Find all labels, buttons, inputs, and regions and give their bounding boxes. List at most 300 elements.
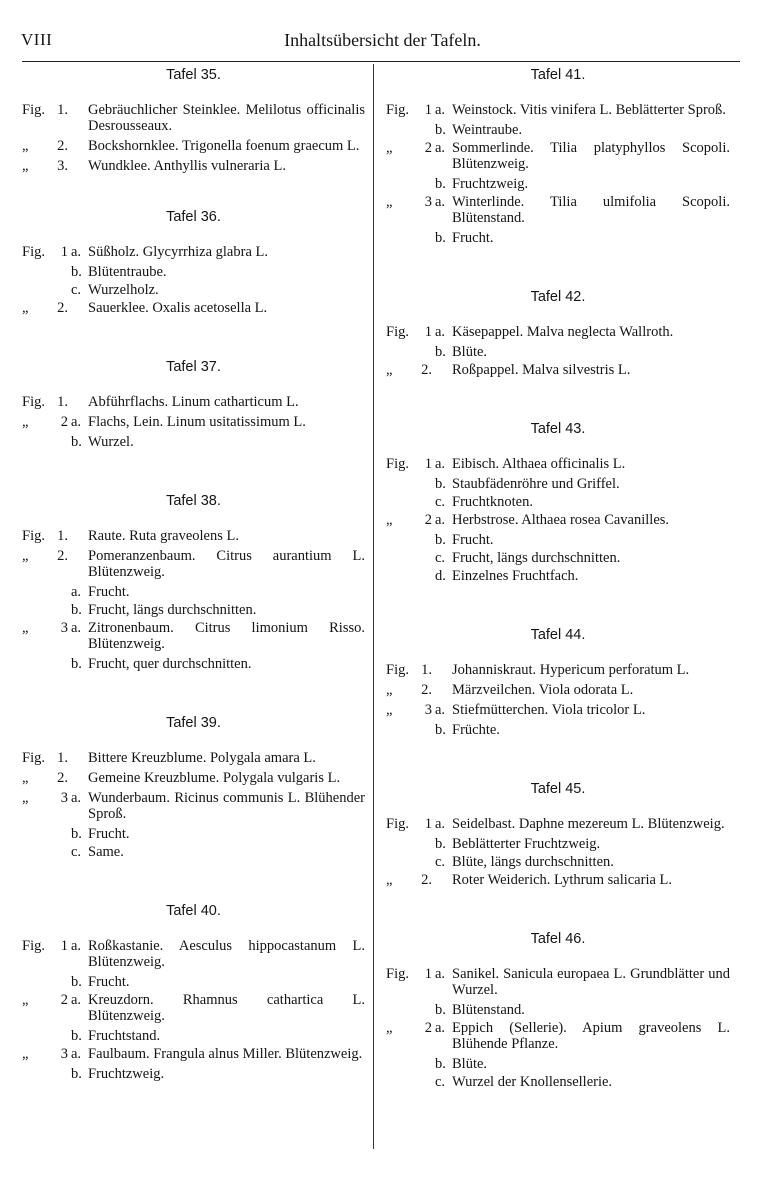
- figure-letter: b.: [435, 1002, 446, 1018]
- figure-letter: a.: [435, 102, 446, 118]
- figure-list: [386, 324, 730, 378]
- figure-entry: [386, 230, 730, 246]
- figure-caption: Wundklee. Anthyllis vulneraria L.: [88, 158, 286, 174]
- figure-caption: Roßpappel. Malva silvestris L.: [452, 362, 631, 378]
- figure-caption: Wunderbaum. Ricinus communis L. Blühender Sproß.: [88, 790, 365, 822]
- figure-entry: [22, 102, 365, 134]
- plate-title: Tafel 43.: [530, 421, 586, 437]
- figure-number: [415, 854, 432, 870]
- figure-prefix: „: [386, 362, 393, 378]
- figure-prefix: Fig.: [386, 456, 409, 472]
- figure-letter: a.: [71, 1046, 82, 1062]
- figure-prefix: Fig.: [386, 966, 409, 982]
- figure-list: [22, 750, 365, 860]
- figure-number: [51, 1028, 68, 1044]
- figure-caption: Frucht.: [88, 826, 130, 842]
- figure-entry: [386, 1002, 730, 1018]
- figure-entry: [22, 1028, 365, 1044]
- figure-caption: Pomeranzenbaum. Citrus aurantium L. Blütenzweig.: [88, 548, 365, 580]
- figure-list: [22, 938, 365, 1082]
- figure-number: [51, 1066, 68, 1082]
- plate-title: Tafel 46.: [530, 931, 586, 947]
- figure-letter: b.: [71, 602, 82, 618]
- page-header: [0, 0, 765, 60]
- figure-prefix: [386, 854, 415, 870]
- figure-number: [415, 230, 432, 246]
- figure-prefix: „: [386, 682, 393, 698]
- figure-number: 2.: [421, 362, 432, 378]
- figure-prefix: „: [22, 414, 29, 430]
- figure-number: [51, 434, 68, 450]
- figure-caption: Wurzel.: [88, 434, 134, 450]
- figure-letter: b.: [435, 230, 446, 246]
- figure-number: [51, 974, 68, 990]
- figure-entry: [22, 656, 365, 672]
- figure-prefix: [386, 1056, 415, 1072]
- figure-caption: Weinstock. Vitis vinifera L. Beblätterter Sproß.: [452, 102, 726, 118]
- figure-letter: [68, 300, 88, 316]
- figure-prefix: [22, 844, 51, 860]
- figure-number: [415, 344, 432, 360]
- figure-prefix: Fig.: [22, 394, 45, 410]
- figure-letter: a.: [435, 324, 446, 340]
- figure-number: [51, 282, 68, 298]
- figure-letter: c.: [71, 844, 82, 860]
- figure-caption: Einzelnes Fruchtfach.: [452, 568, 579, 584]
- figure-caption: Kreuzdorn. Rhamnus cathartica L. Blütenzweig.: [88, 992, 365, 1024]
- figure-number: 2.: [57, 548, 68, 564]
- figure-entry: [386, 362, 730, 378]
- figure-number: 1: [424, 456, 432, 472]
- figure-list: [386, 456, 730, 584]
- figure-caption: Frucht, längs durchschnitten.: [452, 550, 621, 566]
- right-column: [386, 64, 730, 1092]
- figure-letter: b.: [71, 826, 82, 842]
- figure-number: 2: [424, 140, 432, 156]
- figure-letter: [68, 750, 88, 766]
- figure-entry: [386, 854, 730, 870]
- figure-prefix: „: [22, 992, 29, 1008]
- figure-caption: Blüte, längs durchschnitten.: [452, 854, 614, 870]
- figure-prefix: „: [386, 702, 393, 718]
- figure-caption: Herbstrose. Althaea rosea Cavanilles.: [452, 512, 670, 528]
- figure-letter: a.: [435, 816, 446, 832]
- figure-entry: [22, 974, 365, 990]
- figure-letter: a.: [435, 702, 446, 718]
- figure-caption: Staubfädenröhre und Griffel.: [452, 476, 620, 492]
- figure-number: 2.: [57, 300, 68, 316]
- plate-section: [22, 356, 365, 450]
- figure-caption: Süßholz. Glycyrrhiza glabra L.: [88, 244, 268, 260]
- figure-prefix: [22, 826, 51, 842]
- figure-number: [415, 176, 432, 192]
- figure-caption: Fruchtzweig.: [88, 1066, 165, 1082]
- figure-entry: [22, 548, 365, 580]
- figure-number: 1.: [57, 394, 68, 410]
- figure-prefix: „: [386, 140, 393, 156]
- figure-letter: b.: [71, 434, 82, 450]
- figure-number: [415, 836, 432, 852]
- figure-prefix: Fig.: [22, 750, 45, 766]
- figure-number: 1: [60, 938, 68, 954]
- figure-number: 2: [424, 1020, 432, 1036]
- figure-caption: Gemeine Kreuzblume. Polygala vulgaris L.: [88, 770, 341, 786]
- figure-letter: b.: [435, 176, 446, 192]
- figure-prefix: [386, 230, 415, 246]
- figure-prefix: [386, 122, 415, 138]
- figure-prefix: Fig.: [22, 938, 45, 954]
- figure-entry: [386, 324, 730, 340]
- figure-number: [415, 568, 432, 584]
- figure-caption: Faulbaum. Frangula alnus Miller. Blütenzweig.: [88, 1046, 363, 1062]
- figure-letter: b.: [435, 722, 446, 738]
- figure-number: [51, 584, 68, 600]
- figure-prefix: „: [22, 770, 29, 786]
- figure-number: [415, 1056, 432, 1072]
- figure-entry: [386, 1074, 730, 1090]
- figure-caption: Wurzelholz.: [88, 282, 159, 298]
- figure-entry: [22, 434, 365, 450]
- figure-entry: [22, 602, 365, 618]
- figure-caption: Blütentraube.: [88, 264, 167, 280]
- figure-caption: Käsepappel. Malva neglecta Wallroth.: [452, 324, 674, 340]
- figure-entry: [22, 770, 365, 786]
- figure-caption: Raute. Ruta graveolens L.: [88, 528, 239, 544]
- figure-caption: Sanikel. Sanicula europaea L. Grundblätter und Wurzel.: [452, 966, 730, 998]
- figure-number: 3: [60, 1046, 68, 1062]
- figure-number: 1.: [57, 102, 68, 118]
- figure-prefix: [22, 264, 51, 280]
- figure-prefix: [386, 476, 415, 492]
- plate-title: Tafel 35.: [166, 67, 221, 83]
- figure-caption: Seidelbast. Daphne mezereum L. Blütenzweig.: [452, 816, 725, 832]
- figure-letter: b.: [435, 476, 446, 492]
- figure-caption: Blütenstand.: [452, 1002, 525, 1018]
- figure-caption: Gebräuchlicher Steinklee. Melilotus officinalis Desrousseaux.: [88, 102, 365, 134]
- figure-entry: [22, 282, 365, 298]
- figure-entry: [386, 682, 730, 698]
- figure-letter: c.: [71, 282, 82, 298]
- figure-entry: [22, 620, 365, 652]
- figure-prefix: [22, 1028, 51, 1044]
- figure-letter: [68, 102, 88, 134]
- figure-prefix: [386, 568, 415, 584]
- figure-entry: [22, 394, 365, 410]
- figure-letter: b.: [435, 122, 446, 138]
- figure-number: 2.: [57, 138, 68, 154]
- figure-letter: a.: [71, 938, 82, 954]
- figure-prefix: „: [22, 548, 29, 564]
- figure-letter: b.: [71, 656, 82, 672]
- figure-number: [415, 722, 432, 738]
- figure-number: [51, 602, 68, 618]
- figure-caption: Frucht, längs durchschnitten.: [88, 602, 257, 618]
- figure-letter: b.: [435, 344, 446, 360]
- figure-prefix: „: [386, 872, 393, 888]
- figure-letter: [432, 662, 452, 678]
- figure-caption: Blüte.: [452, 344, 488, 360]
- figure-letter: [432, 362, 452, 378]
- figure-caption: Sommerlinde. Tilia platyphyllos Scopoli. Blütenzweig.: [452, 140, 730, 172]
- figure-list: [386, 102, 730, 246]
- figure-list: [386, 816, 730, 888]
- figure-letter: c.: [435, 1074, 446, 1090]
- figure-letter: a.: [435, 512, 446, 528]
- figure-number: 2.: [421, 872, 432, 888]
- figure-list: [22, 394, 365, 450]
- figure-entry: [22, 264, 365, 280]
- figure-entry: [386, 662, 730, 678]
- figure-number: 1: [424, 816, 432, 832]
- figure-number: 2: [424, 512, 432, 528]
- figure-entry: [386, 512, 730, 528]
- figure-caption: Frucht.: [88, 974, 130, 990]
- figure-caption: Beblätterter Fruchtzweig.: [452, 836, 601, 852]
- figure-entry: [22, 158, 365, 174]
- figure-number: [51, 264, 68, 280]
- figure-letter: [68, 158, 88, 174]
- plate-section: [22, 64, 365, 174]
- figure-prefix: „: [22, 138, 29, 154]
- figure-entry: [22, 244, 365, 260]
- figure-entry: [386, 176, 730, 192]
- figure-caption: Frucht, quer durchschnitten.: [88, 656, 252, 672]
- figure-entry: [22, 750, 365, 766]
- figure-caption: Winterlinde. Tilia ulmifolia Scopoli. Blütenstand.: [452, 194, 730, 226]
- figure-entry: [386, 722, 730, 738]
- plate-section: [386, 286, 730, 378]
- figure-caption: Bittere Kreuzblume. Polygala amara L.: [88, 750, 316, 766]
- page-number: VIII: [21, 30, 53, 49]
- figure-entry: [22, 844, 365, 860]
- figure-letter: [68, 394, 88, 410]
- figure-caption: Sauerklee. Oxalis acetosella L.: [88, 300, 268, 316]
- figure-number: [51, 826, 68, 842]
- figure-entry: [22, 300, 365, 316]
- figure-letter: a.: [71, 790, 82, 806]
- figure-prefix: [386, 1074, 415, 1090]
- figure-prefix: [386, 550, 415, 566]
- plate-section: [386, 778, 730, 888]
- figure-prefix: „: [386, 1020, 393, 1036]
- plate-title: Tafel 42.: [530, 289, 586, 305]
- figure-prefix: Fig.: [386, 816, 409, 832]
- figure-caption: Frucht.: [452, 230, 494, 246]
- figure-entry: [22, 1066, 365, 1082]
- figure-caption: Johanniskraut. Hypericum perforatum L.: [452, 662, 690, 678]
- figure-letter: c.: [435, 854, 446, 870]
- plate-title: Tafel 41.: [530, 67, 586, 83]
- figure-number: 2: [60, 414, 68, 430]
- figure-entry: [386, 194, 730, 226]
- figure-letter: a.: [71, 584, 82, 600]
- figure-entry: [22, 528, 365, 544]
- figure-letter: c.: [435, 550, 446, 566]
- figure-prefix: [386, 344, 415, 360]
- figure-entry: [386, 122, 730, 138]
- figure-number: 3.: [57, 158, 68, 174]
- figure-number: 3: [60, 620, 68, 636]
- figure-entry: [22, 1046, 365, 1062]
- figure-letter: b.: [71, 1028, 82, 1044]
- figure-number: 3: [60, 790, 68, 806]
- figure-prefix: „: [22, 300, 29, 316]
- figure-caption: Roter Weiderich. Lythrum salicaria L.: [452, 872, 673, 888]
- figure-caption: Früchte.: [452, 722, 500, 738]
- figure-caption: Bockshornklee. Trigonella foenum graecum L.: [88, 138, 360, 154]
- figure-prefix: [22, 656, 51, 672]
- plate-section: [22, 490, 365, 672]
- figure-letter: b.: [71, 1066, 82, 1082]
- figure-number: 1: [424, 102, 432, 118]
- figure-caption: Roßkastanie. Aesculus hippocastanum L. Blütenzweig.: [88, 938, 365, 970]
- figure-number: [51, 656, 68, 672]
- figure-number: 3: [424, 702, 432, 718]
- figure-prefix: [22, 602, 51, 618]
- figure-caption: Same.: [88, 844, 124, 860]
- figure-number: 1.: [57, 750, 68, 766]
- figure-entry: [386, 140, 730, 172]
- figure-letter: b.: [71, 264, 82, 280]
- figure-letter: b.: [435, 836, 446, 852]
- figure-prefix: „: [386, 512, 393, 528]
- figure-number: 1: [424, 966, 432, 982]
- figure-prefix: „: [22, 1046, 29, 1062]
- plate-title: Tafel 38.: [166, 493, 221, 509]
- figure-entry: [386, 1056, 730, 1072]
- figure-caption: Flachs, Lein. Linum usitatissimum L.: [88, 414, 306, 430]
- figure-number: [415, 476, 432, 492]
- plate-section: [386, 928, 730, 1090]
- figure-letter: c.: [435, 494, 446, 510]
- figure-entry: [386, 568, 730, 584]
- figure-caption: Fruchtknoten.: [452, 494, 533, 510]
- figure-letter: a.: [71, 244, 82, 260]
- plate-title: Tafel 39.: [166, 715, 221, 731]
- figure-prefix: [22, 282, 51, 298]
- figure-prefix: Fig.: [22, 528, 45, 544]
- figure-caption: Weintraube.: [452, 122, 523, 138]
- figure-number: [415, 532, 432, 548]
- column-divider: [373, 64, 374, 1149]
- figure-letter: a.: [435, 140, 446, 156]
- figure-prefix: Fig.: [22, 102, 45, 118]
- figure-number: 1: [424, 324, 432, 340]
- figure-caption: Fruchtzweig.: [452, 176, 529, 192]
- figure-letter: d.: [435, 568, 446, 584]
- figure-number: 1.: [57, 528, 68, 544]
- figure-number: [415, 1002, 432, 1018]
- figure-prefix: [386, 494, 415, 510]
- figure-entry: [386, 872, 730, 888]
- figure-prefix: [22, 974, 51, 990]
- figure-caption: Zitronenbaum. Citrus limonium Risso. Blütenzweig.: [88, 620, 365, 652]
- figure-letter: [68, 548, 88, 580]
- figure-prefix: Fig.: [386, 102, 409, 118]
- figure-entry: [386, 966, 730, 998]
- figure-caption: Fruchtstand.: [88, 1028, 161, 1044]
- figure-prefix: [386, 176, 415, 192]
- figure-entry: [22, 414, 365, 430]
- figure-prefix: [386, 836, 415, 852]
- figure-entry: [22, 138, 365, 154]
- figure-caption: Eppich (Sellerie). Apium graveolens L. Blühende Pflanze.: [452, 1020, 730, 1052]
- figure-letter: b.: [435, 1056, 446, 1072]
- figure-letter: b.: [435, 532, 446, 548]
- figure-entry: [386, 816, 730, 832]
- plate-title: Tafel 44.: [530, 627, 586, 643]
- figure-prefix: [386, 1002, 415, 1018]
- figure-entry: [386, 344, 730, 360]
- figure-number: [415, 1074, 432, 1090]
- figure-number: 1: [60, 244, 68, 260]
- figure-list: [22, 102, 365, 174]
- plate-section: [386, 624, 730, 738]
- figure-entry: [386, 702, 730, 718]
- figure-entry: [386, 476, 730, 492]
- plate-title: Tafel 40.: [166, 903, 221, 919]
- figure-letter: [68, 528, 88, 544]
- figure-entry: [386, 456, 730, 472]
- figure-letter: a.: [71, 992, 82, 1008]
- figure-entry: [386, 836, 730, 852]
- figure-letter: a.: [71, 414, 82, 430]
- figure-entry: [386, 494, 730, 510]
- figure-caption: Märzveilchen. Viola odorata L.: [452, 682, 634, 698]
- figure-entry: [386, 532, 730, 548]
- figure-entry: [22, 826, 365, 842]
- figure-prefix: Fig.: [22, 244, 45, 260]
- figure-prefix: [22, 434, 51, 450]
- figure-prefix: Fig.: [386, 324, 409, 340]
- plate-section: [386, 418, 730, 584]
- figure-letter: [432, 682, 452, 698]
- figure-number: 2: [60, 992, 68, 1008]
- figure-prefix: [22, 584, 51, 600]
- figure-letter: a.: [435, 194, 446, 210]
- figure-prefix: „: [22, 790, 29, 806]
- figure-prefix: [386, 532, 415, 548]
- figure-caption: Frucht.: [88, 584, 130, 600]
- figure-number: 2.: [57, 770, 68, 786]
- plate-section: [22, 900, 365, 1082]
- figure-letter: b.: [71, 974, 82, 990]
- left-column: [22, 64, 365, 1084]
- figure-letter: a.: [435, 966, 446, 982]
- figure-number: [415, 122, 432, 138]
- figure-entry: [22, 790, 365, 822]
- plate-section: [386, 64, 730, 246]
- running-title: Inhaltsübersicht der Tafeln.: [284, 30, 481, 50]
- figure-number: [51, 844, 68, 860]
- figure-entry: [22, 584, 365, 600]
- figure-number: 2.: [421, 682, 432, 698]
- figure-prefix: [386, 722, 415, 738]
- figure-list: [22, 528, 365, 672]
- figure-entry: [386, 550, 730, 566]
- figure-caption: Abführflachs. Linum catharticum L.: [88, 394, 299, 410]
- plate-section: [22, 206, 365, 316]
- figure-list: [386, 966, 730, 1090]
- figure-letter: a.: [71, 620, 82, 636]
- figure-list: [386, 662, 730, 738]
- figure-prefix: „: [22, 620, 29, 636]
- figure-letter: a.: [435, 456, 446, 472]
- figure-prefix: [22, 1066, 51, 1082]
- figure-prefix: Fig.: [386, 662, 409, 678]
- figure-entry: [22, 938, 365, 970]
- figure-caption: Wurzel der Knollensellerie.: [452, 1074, 613, 1090]
